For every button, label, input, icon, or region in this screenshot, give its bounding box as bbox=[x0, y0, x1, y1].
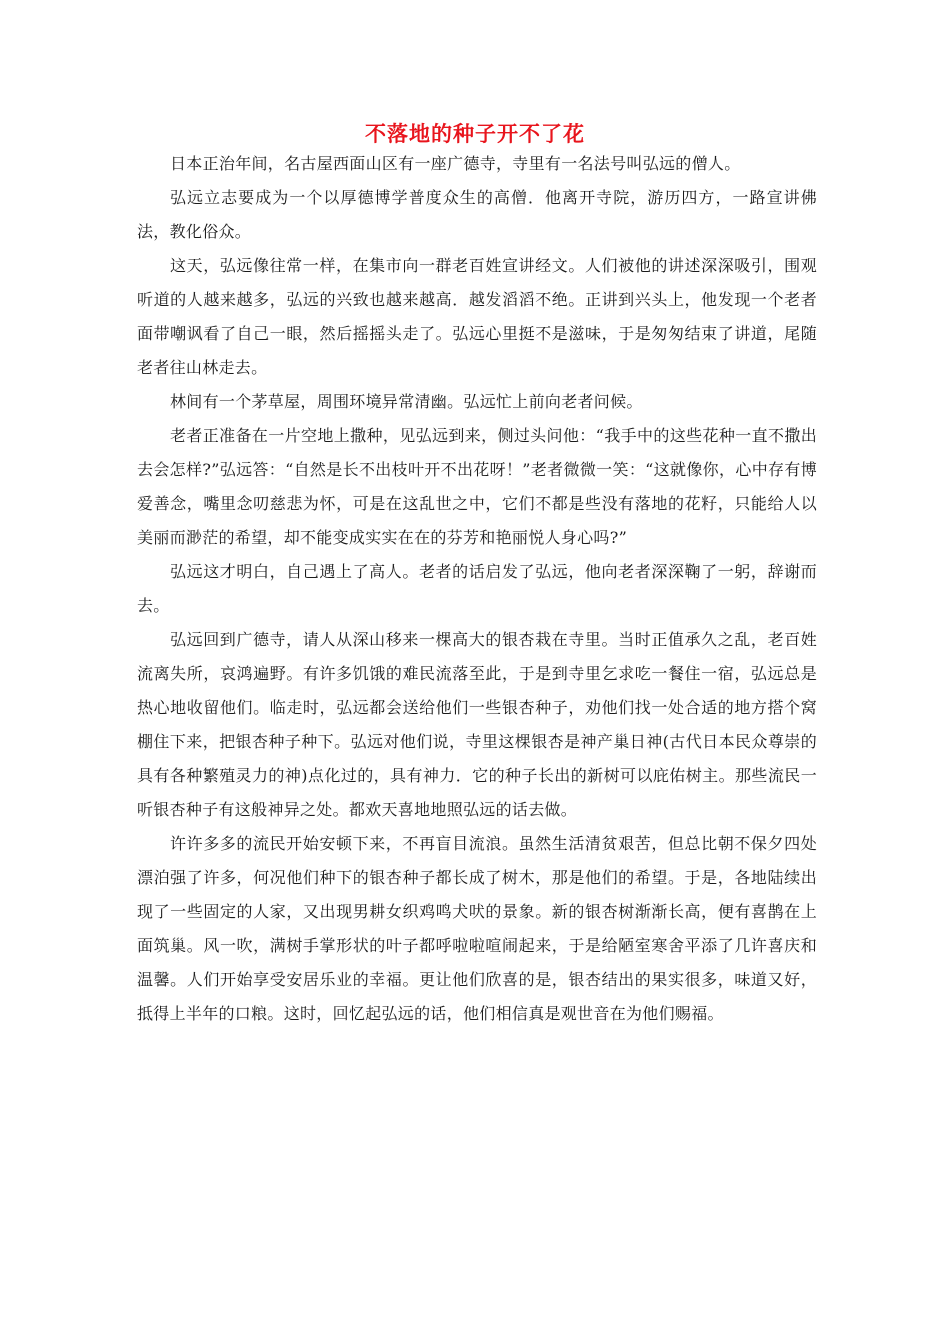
paragraph: 许许多多的流民开始安顿下来，不再盲目流浪。虽然生活清贫艰苦，但总比朝不保夕四处漂泊强了许多，何况他们种下的银杏种子都长成了树木，那是他们的希望。于是，各地陆续出现了一些固定的人家，又出现男耕女织鸡鸣犬吠的景象。新的银杏树渐渐长高，便有喜鹊在上面筑巢。风一吹，满树手掌形状的叶子都呼啦啦喧闹起来，于是给陋室寒舍平添了几许喜庆和温馨。人们开始享受安居乐业的幸福。更让他们欣喜的是，银杏结出的果实很多，味道又好，抵得上半年的口粮。这时，回忆起弘远的话，他们相信真是观世音在为他们赐福。 bbox=[137, 834, 817, 1023]
paragraph: 弘远这才明白，自己遇上了高人。老者的话启发了弘远，他向老者深深鞠了一躬，辞谢而去。 bbox=[137, 562, 817, 615]
paragraph: 日本正治年间，名古屋西面山区有一座广德寺，寺里有一名法号叫弘远的僧人。 bbox=[170, 154, 741, 173]
paragraph: 弘远回到广德寺，请人从深山移来一棵高大的银杏栽在寺里。当时正值承久之乱，老百姓流离失所，哀鸿遍野。有许多饥饿的难民流落至此，于是到寺里乞求吃一餐住一宿，弘远总是热心地收留他们。临走时，弘远都会送给他们一些银杏种子，劝他们找一处合适的地方搭个窝棚住下来，把银杏种子种下。弘远对他们说，寺里这棵银杏是神产巢日神(古代日本民众尊崇的具有各种繁殖灵力的神)点化过的，具有神力．它的种子长出的新树可以庇佑树主。那些流民一听银杏种子有这般神异之处。都欢天喜地地照弘远的话去做。 bbox=[137, 630, 817, 819]
paragraph: 这天，弘远像往常一样，在集市向一群老百姓宣讲经文。人们被他的讲述深深吸引，围观听道的人越来越多，弘远的兴致也越来越高．越发滔滔不绝。正讲到兴头上，他发现一个老者面带嘲讽看了自己一眼，然后摇摇头走了。弘远心里挺不是滋味，于是匆匆结束了讲道，尾随老者往山林走去。 bbox=[137, 256, 817, 377]
paragraph: 林间有一个茅草屋，周围环境异常清幽。弘远忙上前向老者问候。 bbox=[170, 392, 643, 411]
paragraph: 老者正准备在一片空地上撒种，见弘远到来，侧过头问他：“我手中的这些花种一直不撒出去会怎样?”弘远答：“自然是长不出枝叶开不出花呀！”老者微微一笑：“这就像你，心中存有博爱善念，嘴里念叨慈悲为怀，可是在这乱世之中，它们不都是些没有落地的花籽，只能给人以美丽而渺茫的希望，却不能变成实实在在的芬芳和艳丽悦人身心吗?” bbox=[137, 426, 817, 547]
page-title: 不落地的种子开不了花 bbox=[365, 121, 585, 146]
paragraph: 弘远立志要成为一个以厚德博学普度众生的高僧．他离开寺院，游历四方，一路宣讲佛法，教化俗众。 bbox=[137, 188, 817, 241]
article-body bbox=[137, 147, 817, 1031]
